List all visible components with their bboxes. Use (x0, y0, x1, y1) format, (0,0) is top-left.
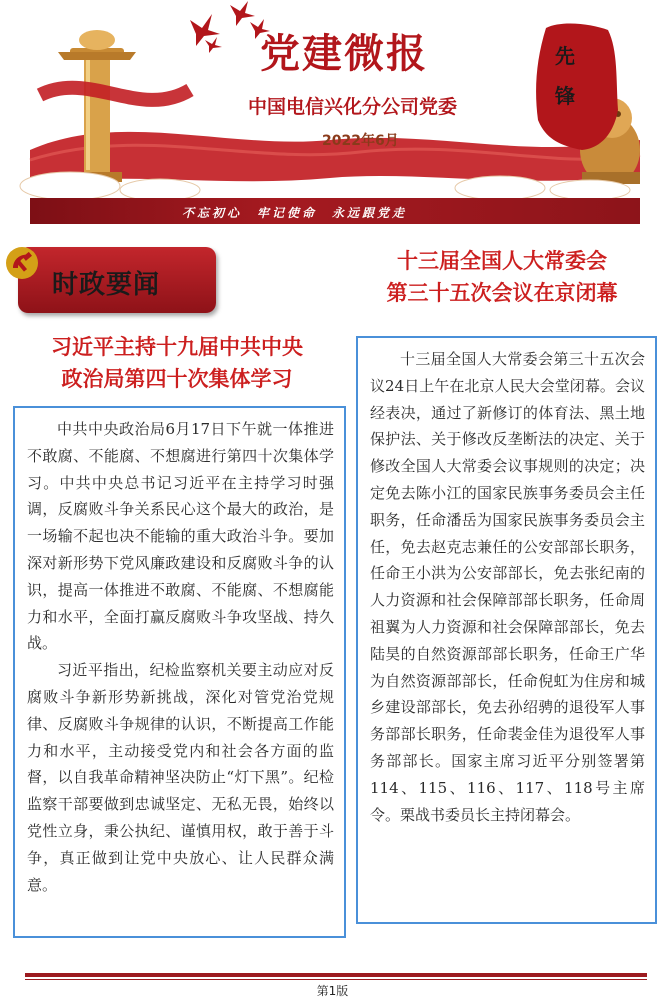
hammer-sickle-icon (5, 246, 39, 280)
article-right-headline-line1: 十三届全国人大常委会 (397, 249, 607, 273)
article-right-headline-line2: 第三十五次会议在京闭幕 (386, 281, 618, 305)
article-left-paragraph-1: 中共中央政治局6月17日下午就一体推进不敢腐、不能腐、不想腐进行第四十次集体学习。中共中央总书记习近平在主持学习时强调，反腐败斗争关系民心这个最大的政治，是一场输不起也决不能输的重大政治斗争。要加深对新形势下党风廉政建设和反腐败斗争的认识，提高一体推进不敢腐、不能腐、不想腐能力和水平，全面打赢反腐败斗争攻坚战、持久战。 (27, 420, 334, 653)
footer-divider (25, 973, 647, 977)
section-title: 时政要闻 (52, 270, 161, 300)
slogan-text: 不忘初心 牢记使命 永远跟党走 (182, 206, 408, 220)
newsletter-subtitle: 中国电信兴化分公司党委 (248, 96, 458, 118)
article-right-body (356, 336, 657, 924)
seal-badge (532, 20, 620, 152)
masthead (0, 0, 665, 230)
article-right-paragraph-1: 十三届全国人大常委会第三十五次会议24日上午在北京人民大会堂闭幕。会议经表决，通过了新修订的体育法、黑土地保护法、关于修改反垄断法的决定、关于修改全国人大常委会议事规则的决定；决定免去陈小江的国家民族事务委员会主任职务，任命潘岳为国家民族事务委员会主任，免去赵克志兼任的公安部部长职务，任命王小洪为公安部部长，免去张纪南的人力资源和社会保障部部长职务，任命周祖翼为人力资源和社会保障部部长，免去陆昊的自然资源部部长职务，任命王广华为自然资源部部长，任命倪虹为住房和城乡建设部部长，免去孙绍骋的退役军人事务部部长职务，任命裴金佳为退役军人事务部部长。国家主席习近平分别签署第114、115、116、117、118号主席令。栗战书委员长主持闭幕会。 (370, 350, 645, 824)
seal-char-2: 锋 (555, 84, 575, 108)
article-left-paragraph-2: 习近平指出，纪检监察机关要主动应对反腐败斗争新形势新挑战，深化对管党治党规律、反腐败斗争规律的认识，不断提高工作能力和水平，主动接受党内和社会各方面的监督，以自我革命精神坚决防止“灯下黑”。纪检监察干部要做到忠诚坚定、无私无畏，始终以党性立身，秉公执纪、谨慎用权，敢于善于斗争，真正做到让党中央放心、让人民群众满意。 (27, 661, 334, 894)
issue-date: 2022年6月 (322, 133, 399, 149)
article-left-body (13, 406, 346, 938)
page-number: 第1版 (316, 984, 349, 998)
seal-char-1: 先 (555, 44, 575, 68)
article-left-headline-line1: 习近平主持十九届中共中央 (51, 335, 303, 359)
footer-divider-thin (25, 979, 647, 980)
article-left-headline-line2: 政治局第四十次集体学习 (61, 367, 293, 391)
newsletter-title: 党建微报 (260, 31, 428, 77)
